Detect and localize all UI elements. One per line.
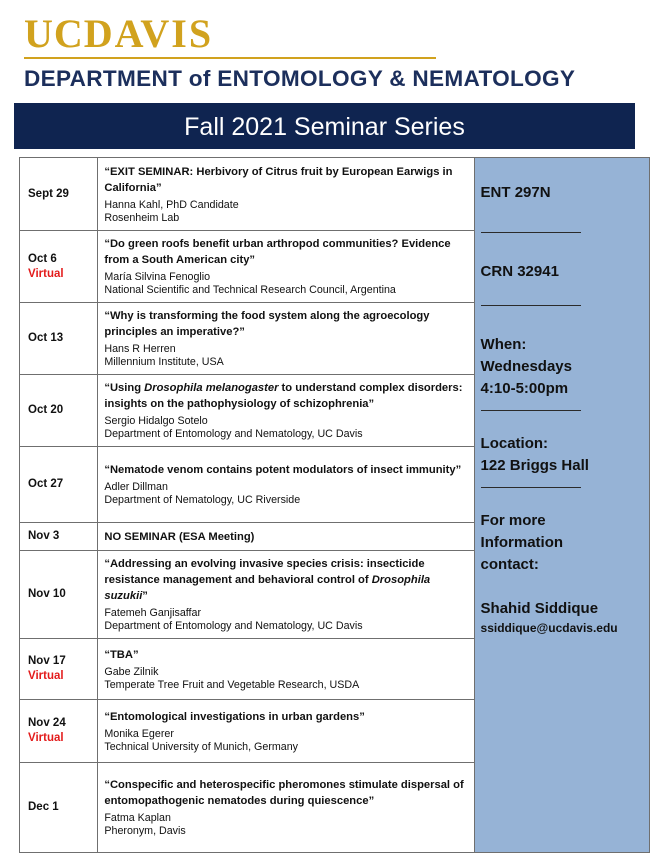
seminar-date: Nov 24 Virtual xyxy=(20,700,98,763)
seminar-title: “Nematode venom contains potent modulators of insect immunity” xyxy=(104,464,462,476)
seminar-info xyxy=(98,375,474,447)
virtual-tag: Virtual xyxy=(28,732,64,744)
seminar-title: NO SEMINAR (ESA Meeting) xyxy=(104,530,255,543)
seminar-series-banner: Fall 2021 Seminar Series xyxy=(14,103,635,149)
seminar-speaker: Sergio Hidalgo Sotelo xyxy=(104,415,208,427)
when-label: When: xyxy=(480,336,527,353)
seminar-date: Nov 17 Virtual xyxy=(20,639,98,700)
seminar-date: Sept 29 xyxy=(20,158,98,231)
crn: CRN 32941 xyxy=(480,263,559,280)
seminar-date: Oct 20 xyxy=(20,375,98,447)
seminar-title: “Conspecific and heterospecific pheromones stimulate dispersal of entomopathogenic nematodes during quiescence” xyxy=(104,779,464,807)
seminar-info xyxy=(98,700,474,763)
seminar-speaker: Fatma Kaplan xyxy=(104,812,171,824)
seminar-affiliation: Department of Nematology, UC Riverside xyxy=(104,494,301,506)
contact-line-1: For more xyxy=(480,512,546,529)
seminar-affiliation: Rosenheim Lab xyxy=(104,211,180,224)
seminar-speaker: Gabe Zilnik xyxy=(104,665,159,678)
contact-email[interactable]: ssiddique@ucdavis.edu xyxy=(480,621,618,635)
seminar-speaker: Hanna Kahl, PhD Candidate xyxy=(104,198,239,211)
seminar-affiliation: Department of Entomology and Nematology, UC Davis xyxy=(104,620,363,632)
course-number: ENT 297N xyxy=(480,184,551,201)
seminar-date: Dec 1 xyxy=(20,763,98,853)
seminar-title: “Why is transforming the food system along the agroecology principles an imperative?” xyxy=(104,310,430,338)
location-value: 122 Briggs Hall xyxy=(480,457,589,474)
seminar-affiliation: Department of Entomology and Nematology, UC Davis xyxy=(104,428,363,440)
virtual-tag: Virtual xyxy=(28,670,64,682)
seminar-affiliation: National Scientific and Technical Research Council, Argentina xyxy=(104,284,396,296)
contact-line-3: contact: xyxy=(480,556,539,573)
contact-name: Shahid Siddique xyxy=(480,600,599,617)
seminar-affiliation: Millennium Institute, USA xyxy=(104,356,224,368)
seminar-speaker: María Silvina Fenoglio xyxy=(104,271,211,283)
logo-underline xyxy=(24,57,436,59)
seminar-info xyxy=(98,447,474,523)
seminar-info xyxy=(98,231,474,303)
seminar-info xyxy=(98,303,474,375)
logo-davis: DAVIS xyxy=(83,11,214,56)
virtual-tag: Virtual xyxy=(28,267,64,280)
seminar-info xyxy=(98,639,474,700)
seminar-row xyxy=(20,158,650,231)
ucdavis-logo xyxy=(24,12,213,56)
logo-uc: UC xyxy=(24,11,84,56)
seminar-affiliation: Pheronym, Davis xyxy=(104,825,186,837)
seminar-title: “EXIT SEMINAR: Herbivory of Citrus fruit by European Earwigs in California” xyxy=(104,165,453,194)
course-info-sidebar xyxy=(474,158,649,853)
seminar-affiliation: Technical University of Munich, Germany xyxy=(104,740,299,753)
seminar-info xyxy=(98,158,474,231)
seminar-date: Oct 27 xyxy=(20,447,98,523)
when-time: 4:10-5:00pm xyxy=(480,380,569,397)
when-day: Wednesdays xyxy=(480,358,572,375)
seminar-date: Oct 6 Virtual xyxy=(20,231,98,303)
seminar-date: Oct 13 xyxy=(20,303,98,375)
seminar-speaker: Monika Egerer xyxy=(104,727,174,740)
seminar-info xyxy=(98,763,474,853)
seminar-date: Nov 3 xyxy=(20,523,98,551)
seminar-info xyxy=(98,551,474,639)
seminar-title: “Using Drosophila melanogaster to understand complex disorders: insights on the pathophysiology of schizophrenia” xyxy=(104,382,463,410)
location-label: Location: xyxy=(480,435,549,452)
department-title: DEPARTMENT of ENTOMOLOGY & NEMATOLOGY xyxy=(24,66,576,91)
seminar-title: “Entomological investigations in urban gardens” xyxy=(104,710,365,723)
seminar-affiliation: Temperate Tree Fruit and Vegetable Research, USDA xyxy=(104,678,360,691)
seminar-title: “Do green roofs benefit urban arthropod communities? Evidence from a South American city” xyxy=(104,238,451,266)
seminar-speaker: Hans R Herren xyxy=(104,343,176,355)
seminar-schedule-table xyxy=(19,157,650,853)
seminar-date: Nov 10 xyxy=(20,551,98,639)
seminar-speaker: Fatemeh Ganjisaffar xyxy=(104,607,202,619)
seminar-title: “TBA” xyxy=(104,648,139,661)
contact-line-2: Information xyxy=(480,534,564,551)
seminar-info xyxy=(98,523,474,551)
seminar-title: “Addressing an evolving invasive species crisis: insecticide resistance management and behavioral control of Drosophila suzukii” xyxy=(104,558,431,602)
seminar-speaker: Adler Dillman xyxy=(104,481,168,493)
